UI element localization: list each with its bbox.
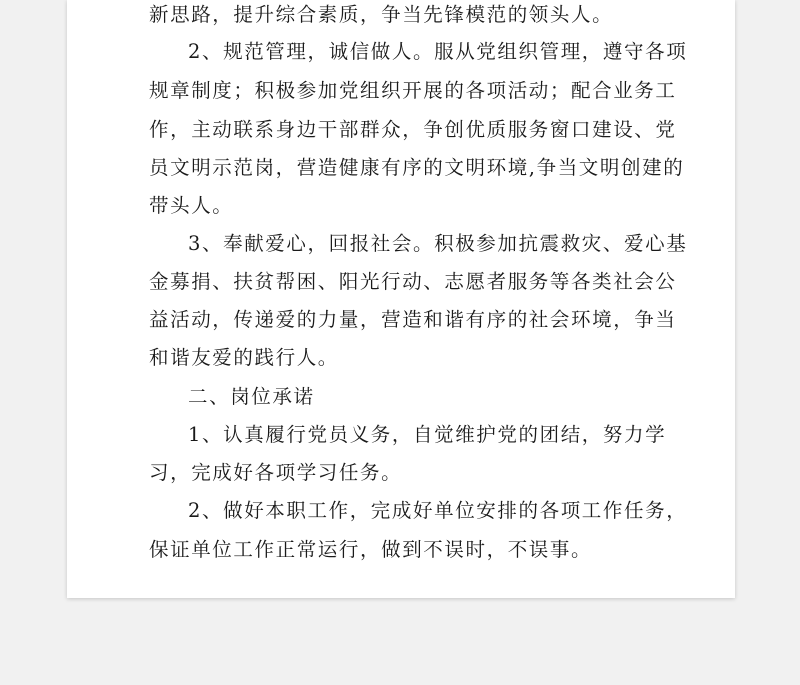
body-line: 新思路，提升综合素质，争当先锋模范的领头人。 bbox=[149, 3, 614, 26]
body-line: 益活动，传递爱的力量，营造和谐有序的社会环境，争当 bbox=[149, 308, 677, 331]
body-line: 和谐友爱的践行人。 bbox=[149, 346, 339, 369]
document-page bbox=[67, 0, 735, 598]
body-line: 带头人。 bbox=[149, 194, 234, 217]
paragraph-item-2-title: 2、规范管理，诚信做人。服从党组织管理，遵守各项 bbox=[188, 40, 688, 63]
body-line: 习，完成好各项学习任务。 bbox=[149, 461, 403, 484]
body-line: 保证单位工作正常运行，做到不误时，不误事。 bbox=[149, 538, 593, 561]
paragraph-item-1-title: 1、认真履行党员义务，自觉维护党的团结，努力学 bbox=[188, 423, 667, 446]
body-line: 金募捐、扶贫帮困、阳光行动、志愿者服务等各类社会公 bbox=[149, 270, 677, 293]
section-heading: 二、岗位承诺 bbox=[188, 385, 315, 408]
body-line: 员文明示范岗，营造健康有序的文明环境,争当文明创建的 bbox=[149, 156, 685, 179]
body-line: 作，主动联系身边干部群众，争创优质服务窗口建设、党 bbox=[149, 118, 677, 141]
paragraph-item-2-title: 2、做好本职工作，完成好单位安排的各项工作任务， bbox=[188, 499, 688, 522]
paragraph-item-3-title: 3、奉献爱心，回报社会。积极参加抗震救灾、爱心基 bbox=[188, 232, 688, 255]
body-line: 规章制度；积极参加党组织开展的各项活动；配合业务工 bbox=[149, 79, 677, 102]
